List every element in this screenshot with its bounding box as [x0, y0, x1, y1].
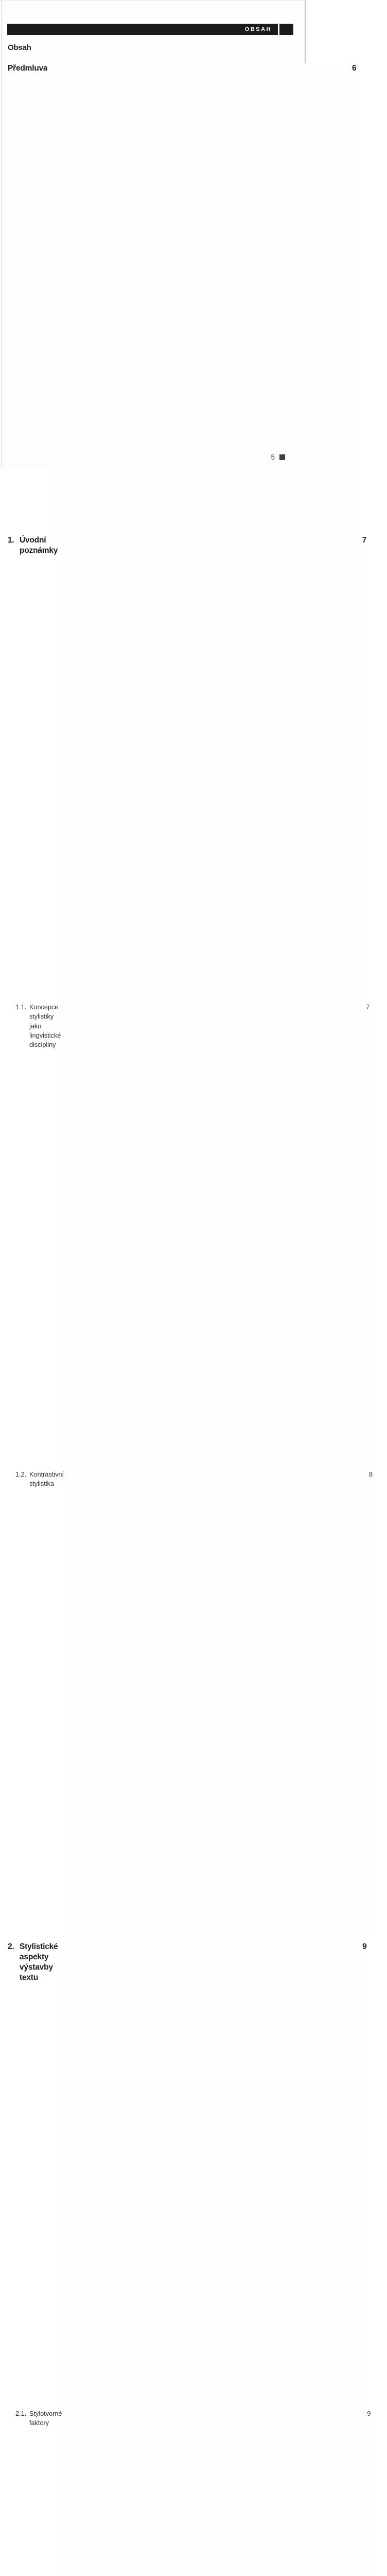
- page-title: Obsah: [8, 43, 31, 52]
- header-bar-square: [279, 24, 293, 35]
- toc-entry-number: 1.: [8, 536, 14, 545]
- toc-entry-page: 6: [47, 63, 356, 531]
- toc-entry-page: 7: [61, 1003, 370, 1470]
- toc-entry: [8, 2409, 371, 2576]
- table-of-contents: [8, 59, 373, 2576]
- toc-entry-number: 1.1.: [15, 1004, 27, 1011]
- toc-entry-number: 2.1.: [15, 2410, 27, 2417]
- toc-entry: [8, 63, 357, 531]
- toc-entry-label: Předmluva: [8, 64, 48, 73]
- toc-entry-label: Kontrastivní stylistika: [29, 1471, 64, 1488]
- toc-entry-label: Stylistické aspekty výstavby textu: [20, 1942, 58, 1982]
- toc-entry: [8, 1470, 373, 1937]
- toc-entry-label: Úvodní poznámky: [20, 536, 58, 555]
- toc-entry-page: 9: [58, 1942, 366, 2409]
- header-bar-strip: [7, 24, 278, 35]
- toc-entry-page: 8: [64, 1470, 373, 1937]
- toc-entry-page: 7: [58, 535, 366, 1003]
- header-bar-label: OBSAH: [244, 26, 272, 32]
- toc-entry: [8, 1003, 370, 1470]
- page-number: 5: [271, 453, 275, 461]
- toc-entry: [8, 1942, 367, 2409]
- footer-square-icon: [279, 454, 285, 460]
- toc-entry-label: Koncepce stylistiky jako lingvistické discipliny: [29, 1004, 61, 1049]
- toc-entry: [8, 535, 367, 1003]
- chapter-header-bar: [7, 24, 293, 35]
- toc-entry-page: 9: [62, 2409, 371, 2576]
- toc-entry-number: 1.2.: [15, 1471, 27, 1478]
- toc-entry-number: 2.: [8, 1942, 14, 1951]
- page-footer: [271, 453, 285, 461]
- toc-entry-label: Stylotvorné faktory: [29, 2410, 62, 2427]
